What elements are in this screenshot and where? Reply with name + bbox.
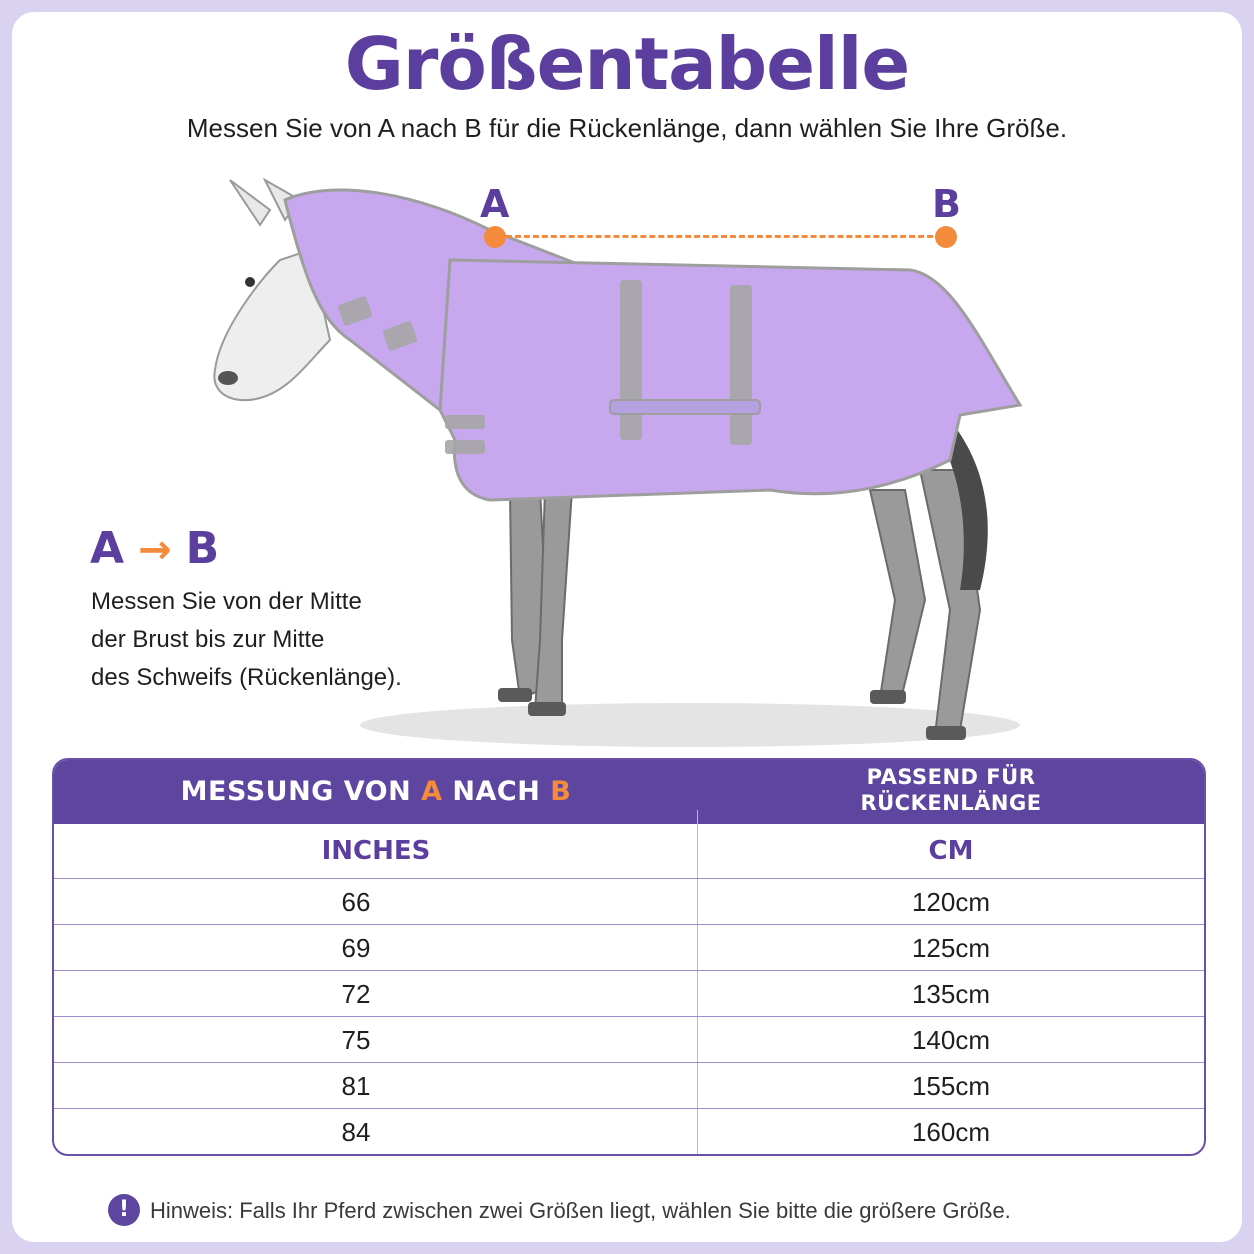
description-line: Messen Sie von der Mitte bbox=[91, 588, 362, 615]
cell-cm: 120cm bbox=[911, 887, 991, 917]
a-to-b-heading bbox=[90, 523, 219, 574]
cell-inches: 69 bbox=[341, 933, 371, 963]
cell-inches: 66 bbox=[341, 887, 371, 917]
measurement-description bbox=[91, 583, 511, 697]
header-fits-back-length bbox=[698, 764, 1204, 816]
cell-inches: 75 bbox=[341, 1025, 371, 1055]
table-row bbox=[54, 1062, 1204, 1109]
point-b-label: B bbox=[932, 182, 961, 226]
size-table bbox=[52, 758, 1206, 1156]
header-measurement bbox=[54, 760, 698, 824]
header-right-line: RÜCKENLÄNGE bbox=[860, 791, 1042, 815]
page-title: Größentabelle bbox=[344, 22, 910, 106]
from-label: A bbox=[90, 523, 125, 574]
header-b-text: B bbox=[550, 776, 572, 807]
hint-text: Hinweis: Falls Ihr Pferd zwischen zwei Größen liegt, wählen Sie bitte die größere Größe. bbox=[150, 1198, 1011, 1223]
cell-inches: 84 bbox=[341, 1117, 371, 1147]
cell-cm: 125cm bbox=[911, 933, 991, 963]
table-header bbox=[54, 760, 1204, 824]
table-row bbox=[54, 970, 1204, 1017]
column-header-cm: CM bbox=[928, 836, 974, 866]
page-subtitle: Messen Sie von A nach B für die Rückenlänge, dann wählen Sie Ihre Größe. bbox=[186, 113, 1068, 143]
table-row bbox=[54, 878, 1204, 925]
table-row bbox=[54, 1016, 1204, 1063]
cell-cm: 140cm bbox=[911, 1025, 991, 1055]
header-right-line: PASSEND FÜR bbox=[866, 765, 1036, 789]
to-label: B bbox=[185, 523, 220, 574]
header-a-text: A bbox=[421, 776, 443, 807]
cell-inches: 72 bbox=[341, 979, 371, 1009]
cell-cm: 155cm bbox=[911, 1071, 991, 1101]
header-prefix-text: MESSUNG VON bbox=[180, 776, 412, 807]
arrow-right-icon: → bbox=[138, 527, 172, 573]
point-a-dot bbox=[484, 226, 506, 248]
header-middle-text: NACH bbox=[452, 776, 541, 807]
table-row bbox=[54, 1108, 1204, 1155]
cell-inches: 81 bbox=[341, 1071, 371, 1101]
cell-cm: 135cm bbox=[911, 979, 991, 1009]
description-line: der Brust bis zur Mitte bbox=[91, 626, 325, 653]
measurement-dashed-line bbox=[506, 235, 942, 238]
cell-cm: 160cm bbox=[911, 1117, 991, 1147]
exclamation-icon: ! bbox=[108, 1194, 140, 1226]
point-a-label: A bbox=[480, 182, 510, 226]
column-header-inches: INCHES bbox=[321, 836, 431, 866]
description-line: des Schweifs (Rückenlänge). bbox=[91, 664, 402, 691]
table-row bbox=[54, 924, 1204, 971]
